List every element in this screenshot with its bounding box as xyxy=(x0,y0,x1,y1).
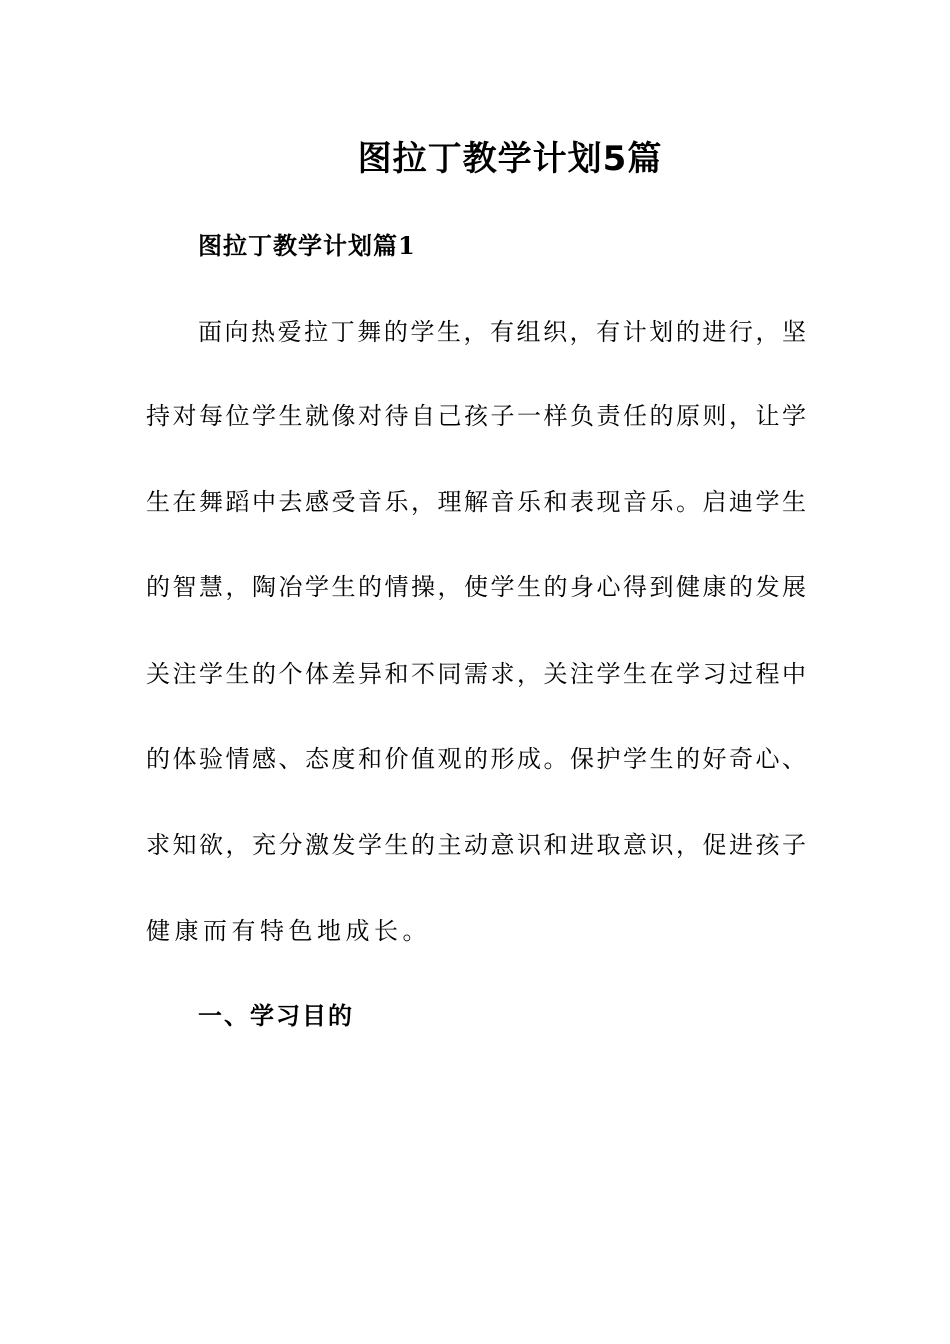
document-title: 图拉丁教学计划5篇 xyxy=(357,139,663,179)
paragraph-line: 的体验情感、态度和价值观的形成。保护学生的好奇心、 xyxy=(146,745,806,773)
section-title: 图拉丁教学计划篇1 xyxy=(198,231,416,260)
paragraph-line: 生在舞蹈中去感受音乐，理解音乐和表现音乐。启迪学生 xyxy=(146,488,806,516)
paragraph-line: 面向热爱拉丁舞的学生，有组织，有计划的进行，坚 xyxy=(198,318,806,346)
paragraph-line: 关注学生的个体差异和不同需求，关注学生在学习过程中 xyxy=(146,660,806,688)
subheading-learning-goals: 一、学习目的 xyxy=(198,1002,354,1030)
paragraph-line: 求知欲，充分激发学生的主动意识和进取意识，促进孩子 xyxy=(146,831,806,859)
paragraph-line: 的智慧，陶冶学生的情操，使学生的身心得到健康的发展 xyxy=(146,573,806,601)
paragraph-line: 健康而有特色地成长。 xyxy=(146,917,431,945)
paragraph-line: 持对每位学生就像对待自己孩子一样负责任的原则，让学 xyxy=(146,402,806,430)
